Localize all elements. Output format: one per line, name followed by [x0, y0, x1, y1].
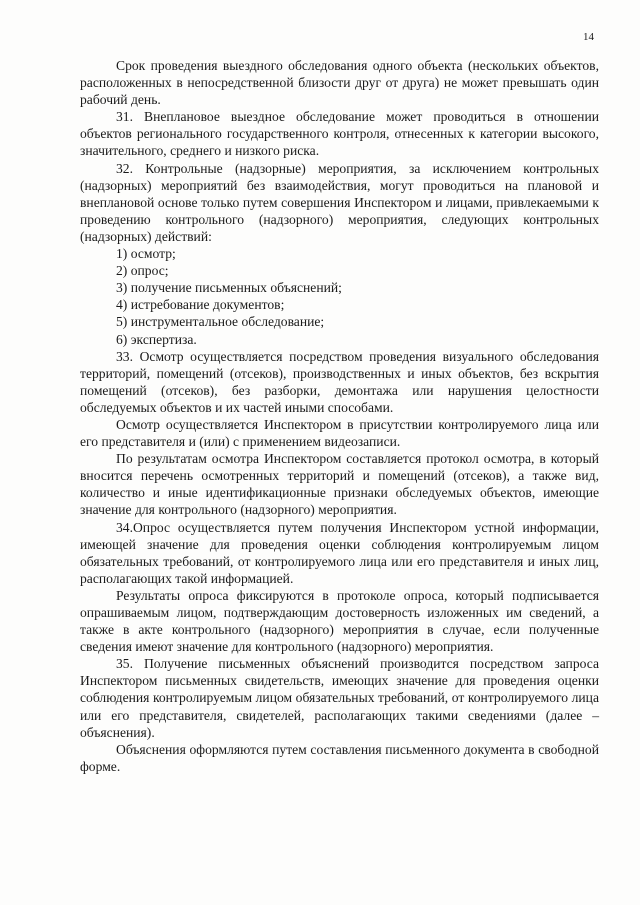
paragraph-inspection-duration: Срок проведения выездного обследования одного объекта (нескольких объектов, расположенных в непосредственной близости друг от друга) не может превышать один рабочий день. — [80, 58, 599, 108]
list-item: 3) получение письменных объяснений; — [116, 280, 342, 296]
list-item: 2) опрос; — [116, 263, 169, 279]
page-number: 14 — [583, 31, 594, 43]
paragraph-inspection-protocol: По результатам осмотра Инспектором составляется протокол осмотра, в который вносится перечень осмотренных территорий и помещений (отсеков), а также вид, количество и иные идентификационные признаки обследуемых объектов, имеющие значение для контрольного (надзорного) мероприятия. — [80, 451, 599, 518]
paragraph-35: 35. Получение письменных объяснений производится посредством запроса Инспектором письменных свидетельств, имеющих значение для проведения оценки соблюдения контролируемым лицом обязательных требований, от контролируемого лица или его представителя, свидетелей, располагающих такими сведениями (далее – объяснения). — [80, 656, 599, 740]
list-item: 6) экспертиза. — [116, 331, 197, 347]
paragraph-34: 34.Опрос осуществляется путем получения Инспектором устной информации, имеющей значение для проведения оценки соблюдения контролируемым лицом обязательных требований, от контролируемого лица или его представителя и иных лиц, располагающих такой информацией. — [80, 519, 599, 586]
document-body — [80, 57, 599, 775]
paragraph-explanations-form: Объяснения оформляются путем составления письменного документа в свободной форме. — [80, 741, 599, 774]
paragraph-31: 31. Внеплановое выездное обследование может проводиться в отношении объектов регионального государственного контроля, отнесенных к категории высокого, значительного, среднего и низкого риска. — [80, 109, 599, 159]
paragraph-survey-results: Результаты опроса фиксируются в протоколе опроса, который подписывается опрашиваемым лицом, подтверждающим достоверность изложенных им сведений, а также в акте контрольного (надзорного) мероприятия в случае, если полученные сведения имеют значение для контрольного (надзорного) мероприятия. — [80, 587, 599, 655]
list-item: 1) осмотр; — [116, 246, 176, 262]
paragraph-inspection-presence: Осмотр осуществляется Инспектором в присутствии контролируемого лица или его представителя и (или) с применением видеозаписи. — [80, 416, 599, 450]
list-item: 5) инструментальное обследование; — [116, 314, 325, 330]
paragraph-33: 33. Осмотр осуществляется посредством проведения визуального обследования территорий, помещений (отсеков), производственных и иных объектов, без вскрытия помещений (отсеков), без разборки, демонтажа или нарушения целостности обследуемых объектов и их частей иными способами. — [80, 348, 599, 415]
list-item: 4) истребование документов; — [116, 297, 285, 313]
paragraph-32: 32. Контрольные (надзорные) мероприятия, за исключением контрольных (надзорных) мероприятий без взаимодействия, могут проводиться на плановой и внеплановой основе только путем совершения Инспектором и лицами, привлекаемыми к проведению контрольного (надзорного) мероприятия, следующих контрольных (надзорных) действий: — [80, 160, 599, 244]
